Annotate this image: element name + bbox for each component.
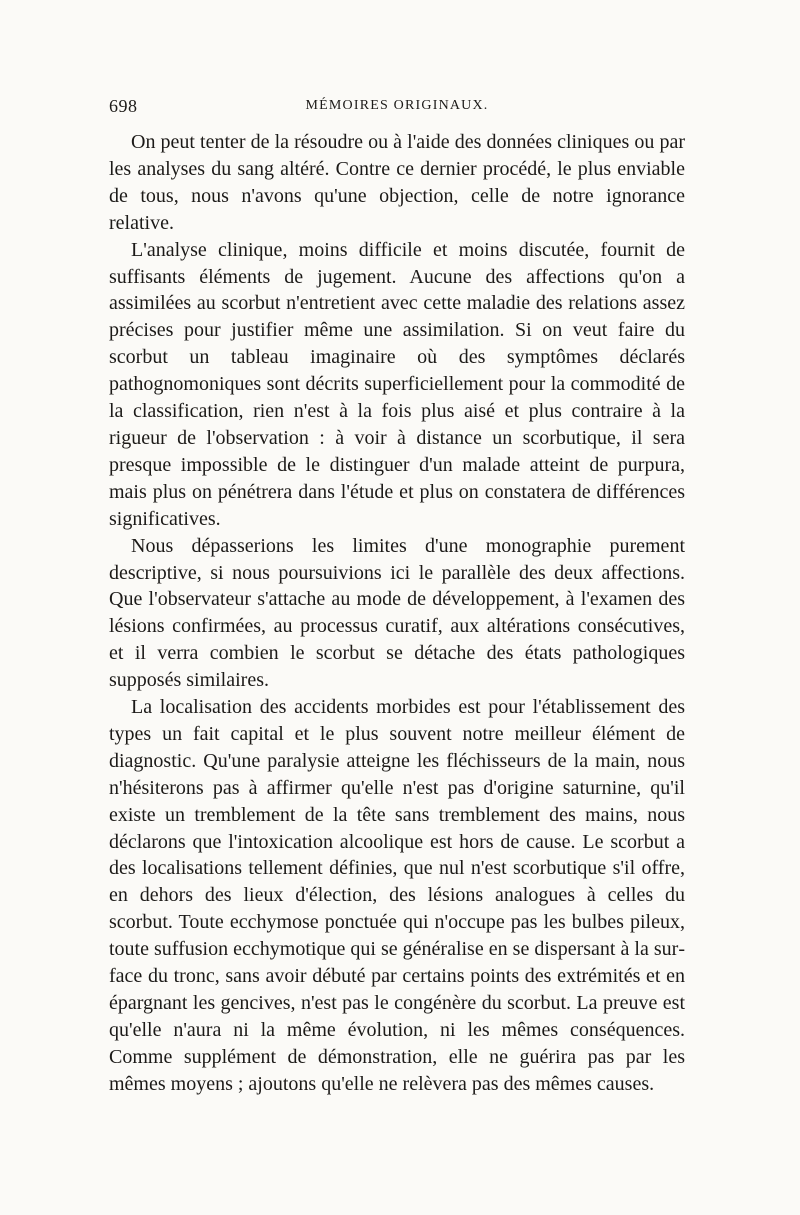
body-text xyxy=(109,129,685,1098)
paragraph: L'analyse clinique, moins difficile et moins discutée, fournit de suffisants éléments de jugement. Aucune des affections qu'on a assimilées au scorbut n'entretient avec cette maladie des relations assez précises pour justifier même une assimilation. Si on veut faire du scorbut un tableau imaginaire où des symptômes déclarés pathognomoniques sont décrits superficiellement pour la commodité de la classification, rien n'est à la fois plus aisé et plus contraire à la rigueur de l'observation : à voir à distance un scorbutique, il sera presque impossible de le distinguer d'un malade atteint de purpura, mais plus on pénétrera dans l'étude et plus on constatera de différences significatives. xyxy=(109,238,685,530)
running-title: MÉMOIRES ORIGINAUX. xyxy=(305,98,489,113)
page-number: 698 xyxy=(109,96,138,116)
paragraph: On peut tenter de la résoudre ou à l'aide des données cliniques ou par les analyses du sang altéré. Contre ce dernier procédé, le plus enviable de tous, nous n'avons qu'une objection, celle de notre ignorance relative. xyxy=(109,131,685,234)
paragraph: La localisation des accidents morbides est pour l'établissement des types un fait capital et le plus souvent notre meilleur élément de diagnostic. Qu'une paralysie atteigne les fléchisseurs de la main, nous n'hésiterons pas à affirmer qu'elle n'est pas d'origine saturnine, qu'il existe un tremblement de la tête sans tremblement des mains, nous déclarons que l'intoxication alcoolique est hors de cause. Le scorbut a des localisations tellement définies, que nul n'est scorbutique s'il offre, en dehors des lieux d'élection, des lésions analogues à celles du scorbut. Toute ecchymose ponctuée qui n'occupe pas les bulbes pileux, toute suffusion ecchymotique qui se généralise en se dispersant à la surface du tronc, sans avoir débuté par certains points des extrémités et en épargnant les gencives, n'est pas le congénère du scorbut. La preuve est qu'elle n'aura ni la même évolution, ni les mêmes conséquences. Comme supplément de démonstration, elle ne guérira pas par les mêmes moyens ; ajoutons qu'elle ne relèvera pas des mêmes causes. xyxy=(109,696,685,1095)
page-header xyxy=(109,96,685,118)
paragraph: Nous dépasserions les limites d'une monographie purement descriptive, si nous poursuivions ici le parallèle des deux affections. Que l'observateur s'attache au mode de développement, à l'examen des lésions confirmées, au processus curatif, aux altérations consécutives, et il verra combien le scorbut se détache des états pathologiques supposés similaires. xyxy=(109,534,685,692)
